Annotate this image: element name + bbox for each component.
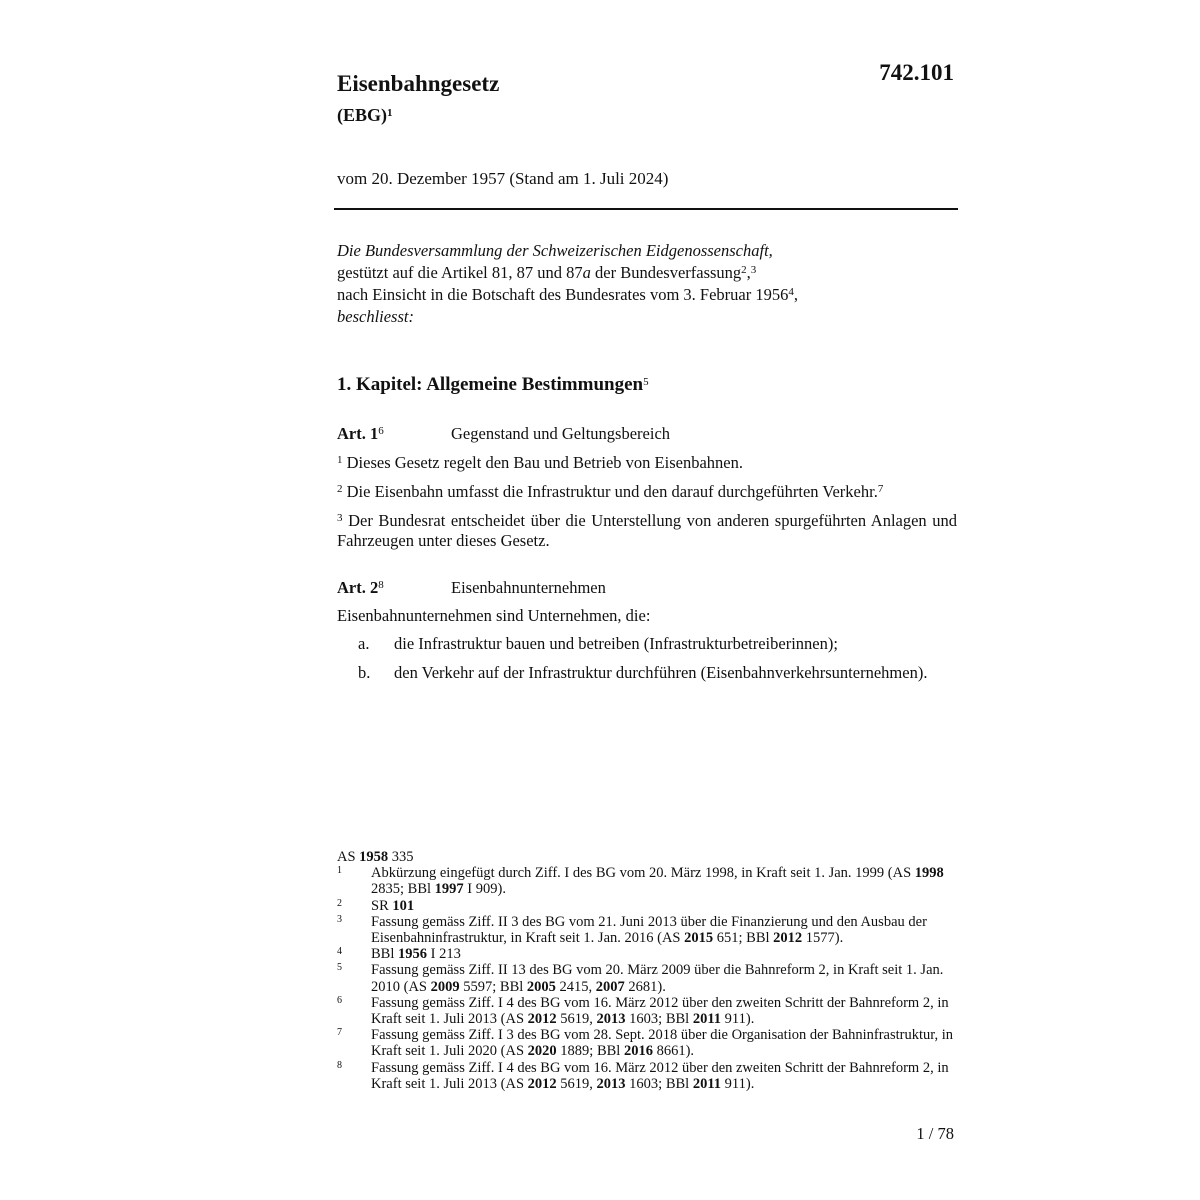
footnote-ref: 1 — [387, 107, 393, 119]
article-1-title: Gegenstand und Geltungsbereich — [451, 424, 671, 443]
article-1-para-2: $^2$ Die Eisenbahn umfasst die Infrastruktur und den darauf durchgeführten Verkehr.$^7$ — [337, 482, 884, 501]
preamble-message: nach Einsicht in die Botschaft des Bundesrates vom 3. Februar 1956$^4$, — [337, 285, 798, 304]
footnotes — [337, 849, 957, 1092]
preamble-basis: gestützt auf die Artikel 81, 87 und 87a der Bundesverfassung$^2$,$^3$ — [337, 263, 757, 282]
footnote-ref: 8 — [378, 579, 384, 591]
footnote-6: 6 Fassung gemäss Ziff. I 4 des BG vom 16. März 2012 über den zweiten Schritt der Bahnreform 2, in Kraft seit 1. Juli 2013 (AS 2012 5619, 2013 1603; BBl 2011 911). — [337, 994, 949, 1028]
preamble — [337, 240, 957, 328]
document-title: Eisenbahngesetz — [337, 71, 500, 96]
footnote-2: 2 SR 101 — [337, 897, 415, 914]
footnote-as: AS 1958 335 — [337, 849, 414, 865]
header-divider — [334, 208, 958, 210]
article-2-intro: Eisenbahnunternehmen sind Unternehmen, die: — [337, 606, 651, 625]
page-number: 1 / 78 — [916, 1124, 954, 1143]
sr-number: 742.101 — [879, 60, 954, 85]
footnote-7: 7 Fassung gemäss Ziff. I 3 des BG vom 28. Sept. 2018 über die Organisation der Bahninfrastruktur, in Kraft seit 1. Juli 2020 (AS 2020 1889; BBl 2016 8661). — [337, 1027, 954, 1060]
footnote-ref: 5 — [643, 376, 649, 388]
document-abbreviation: (EBG)$^1$ — [337, 105, 393, 125]
article-1-para-1: $^1$ Dieses Gesetz regelt den Bau und Betrieb von Eisenbahnen. — [337, 453, 743, 472]
preamble-enacting-body: Die Bundesversammlung der Schweizerischen Eidgenossenschaft, — [337, 241, 773, 260]
footnote-1: 1 Abkürzung eingefügt durch Ziff. I des BG vom 20. März 1998, in Kraft seit 1. Jan. 1999 (AS 1998 2835; BBl 1997 I 909). — [337, 865, 944, 898]
preamble-resolves: beschliesst: — [337, 307, 414, 326]
footnote-4: 4 BBl 1956 I 213 — [337, 946, 461, 963]
document-date: vom 20. Dezember 1957 (Stand am 1. Juli 2024) — [337, 169, 669, 188]
footnote-ref: 6 — [378, 425, 384, 437]
chapter-heading: 1. Kapitel: Allgemeine Bestimmungen$^5$ — [337, 374, 649, 395]
footnote-ref: 3 — [750, 264, 757, 276]
article-1-para-3: $^3$ Der Bundesrat entscheidet über die Unterstellung von anderen spurgeführten Anlagen und Fahrzeugen unter dieses Gesetz. — [337, 511, 957, 550]
footnote-8: 8 Fassung gemäss Ziff. I 4 des BG vom 16. März 2012 über den zweiten Schritt der Bahnreform 2, in Kraft seit 1. Juli 2013 (AS 2012 5619, 2013 1603; BBl 2011 911). — [337, 1059, 949, 1092]
footnote-3: 3 Fassung gemäss Ziff. II 3 des BG vom 21. Juni 2013 über die Finanzierung und den Ausbau der Eisenbahninfrastruktur, in Kraft seit 1. Jan. 2016 (AS 2015 651; BBl 2012 1577). — [337, 913, 927, 947]
article-1-heading: Art. $1^6$ Gegenstand und Geltungsbereich — [337, 424, 671, 443]
footnote-ref: 7 — [877, 483, 884, 495]
footnote-5: 5 Fassung gemäss Ziff. II 13 des BG vom 20. März 2009 über die Bahnreform 2, in Kraft seit 1. Jan. 2010 (AS 2009 5597; BBl 2005 2415, 2007 2681). — [337, 962, 944, 995]
footnote-ref: 2 — [741, 264, 747, 276]
article-2-heading: Art. $2^8$ Eisenbahnunternehmen — [337, 578, 606, 597]
article-2-title: Eisenbahnunternehmen — [451, 578, 606, 597]
footnote-ref: 4 — [788, 286, 794, 298]
